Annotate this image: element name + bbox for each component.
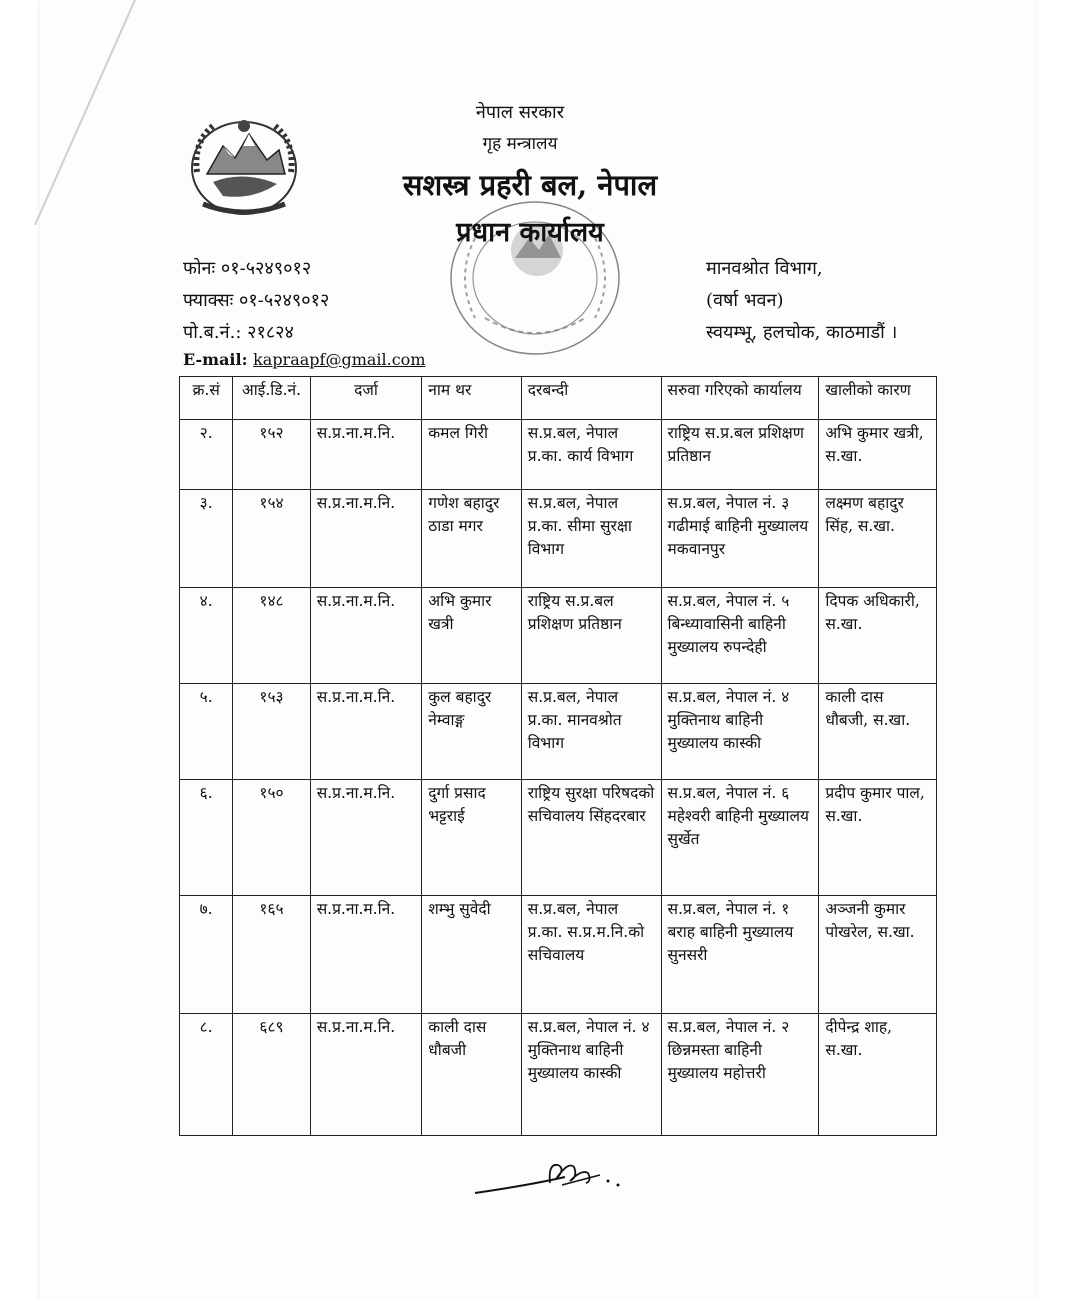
cell-name: कमल गिरी: [422, 420, 522, 490]
table-row: [180, 896, 937, 1014]
cell-name: अभि कुमार खत्री: [422, 588, 522, 684]
contact-pobox: पो.ब.नं.: २१८२४: [183, 322, 294, 343]
table-row: [180, 684, 937, 780]
header-ministry: गृह मन्त्रालय: [482, 134, 558, 154]
cell-transfer: स.प्र.बल, नेपाल नं. ४ मुक्तिनाथ बाहिनी मुख्यालय कास्की: [661, 684, 819, 780]
cell-serial: ४.: [180, 588, 233, 684]
cell-id: १५२: [233, 420, 310, 490]
header-name: नाम थर: [422, 377, 522, 420]
header-rank: दर्जा: [310, 377, 422, 420]
cell-rank: स.प्र.ना.म.नि.: [310, 490, 422, 588]
cell-transfer: राष्ट्रिय स.प्र.बल प्रशिक्षण प्रतिष्ठान: [661, 420, 819, 490]
contact-phone: फोनः ०१-५२४९०१२: [183, 258, 312, 279]
cell-post: राष्ट्रिय स.प्र.बल प्रशिक्षण प्रतिष्ठान: [521, 588, 661, 684]
cell-reason: दिपक अधिकारी, स.खा.: [819, 588, 937, 684]
cell-name: गणेश बहादुर ठाडा मगर: [422, 490, 522, 588]
cell-serial: ७.: [180, 896, 233, 1014]
address-department: मानवश्रोत विभाग,: [706, 258, 823, 279]
cell-transfer: स.प्र.बल, नेपाल नं. ५ बिन्ध्यावासिनी बाहिनी मुख्यालय रुपन्देही: [661, 588, 819, 684]
cell-post: स.प्र.बल, नेपाल प्र.का. सीमा सुरक्षा विभाग: [521, 490, 661, 588]
nepal-emblem-icon: [183, 112, 305, 220]
cell-id: १४८: [233, 588, 310, 684]
cell-rank: स.प्र.ना.म.नि.: [310, 684, 422, 780]
table-header-row: [180, 377, 937, 420]
header-id: आई.डि.नं.: [233, 377, 310, 420]
cell-rank: स.प्र.ना.म.नि.: [310, 588, 422, 684]
email-link[interactable]: kapraapf@gmail.com: [253, 350, 426, 369]
table-row: [180, 1014, 937, 1136]
cell-id: १५३: [233, 684, 310, 780]
contact-email: [183, 350, 425, 369]
cell-id: ६८९: [233, 1014, 310, 1136]
cell-serial: ५.: [180, 684, 233, 780]
cell-transfer: स.प्र.बल, नेपाल नं. १ बराह बाहिनी मुख्यालय सुनसरी: [661, 896, 819, 1014]
cell-id: १६५: [233, 896, 310, 1014]
cell-id: १५४: [233, 490, 310, 588]
cell-rank: स.प्र.ना.म.नि.: [310, 1014, 422, 1136]
cell-serial: ८.: [180, 1014, 233, 1136]
header-vacancy-reason: खालीको कारण: [819, 377, 937, 420]
cell-rank: स.प्र.ना.म.नि.: [310, 780, 422, 896]
header-office: प्रधान कार्यालय: [456, 217, 604, 248]
cell-reason: अभि कुमार खत्री, स.खा.: [819, 420, 937, 490]
table-row: [180, 588, 937, 684]
contact-fax: फ्याक्सः ०१-५२४९०१२: [183, 290, 330, 311]
cell-post: स.प्र.बल, नेपाल प्र.का. कार्य विभाग: [521, 420, 661, 490]
address-building: (वर्षा भवन): [706, 290, 784, 311]
cell-serial: ६.: [180, 780, 233, 896]
cell-post: स.प्र.बल, नेपाल प्र.का. स.प्र.म.नि.को सचिवालय: [521, 896, 661, 1014]
cell-reason: दीपेन्द्र शाह, स.खा.: [819, 1014, 937, 1136]
cell-transfer: स.प्र.बल, नेपाल नं. ३ गढीमाई बाहिनी मुख्यालय मकवानपुर: [661, 490, 819, 588]
address-location: स्वयम्भू, हलचोक, काठमाडौं ।: [706, 322, 898, 343]
cell-rank: स.प्र.ना.म.नि.: [310, 420, 422, 490]
signature-icon: [470, 1155, 640, 1200]
cell-reason: काली दास धौबजी, स.खा.: [819, 684, 937, 780]
header-serial: क्र.सं: [180, 377, 233, 420]
header-government: नेपाल सरकार: [475, 102, 565, 123]
cell-transfer: स.प्र.बल, नेपाल नं. ६ महेश्वरी बाहिनी मुख्यालय सुर्खेत: [661, 780, 819, 896]
cell-transfer: स.प्र.बल, नेपाल नं. २ छिन्नमस्ता बाहिनी मुख्यालय महोत्तरी: [661, 1014, 819, 1136]
cell-name: काली दास धौबजी: [422, 1014, 522, 1136]
header-post: दरबन्दी: [521, 377, 661, 420]
cell-name: शम्भु सुवेदी: [422, 896, 522, 1014]
table-row: [180, 420, 937, 490]
cell-reason: लक्ष्मण बहादुर सिंह, स.खा.: [819, 490, 937, 588]
cell-name: कुल बहादुर नेम्वाङ्ग: [422, 684, 522, 780]
cell-post: राष्ट्रिय सुरक्षा परिषदको सचिवालय सिंहदरबार: [521, 780, 661, 896]
cell-serial: २.: [180, 420, 233, 490]
table-row: [180, 490, 937, 588]
cell-post: स.प्र.बल, नेपाल प्र.का. मानवश्रोत विभाग: [521, 684, 661, 780]
email-label: E-mail:: [183, 350, 248, 369]
cell-rank: स.प्र.ना.म.नि.: [310, 896, 422, 1014]
header-transfer-office: सरुवा गरिएको कार्यालय: [661, 377, 819, 420]
cell-name: दुर्गा प्रसाद भट्टराई: [422, 780, 522, 896]
cell-post: स.प्र.बल, नेपाल नं. ४ मुक्तिनाथ बाहिनी मुख्यालय कास्की: [521, 1014, 661, 1136]
cell-reason: प्रदीप कुमार पाल, स.खा.: [819, 780, 937, 896]
cell-id: १५०: [233, 780, 310, 896]
transfer-table: [179, 376, 937, 1136]
table-row: [180, 780, 937, 896]
cell-reason: अञ्जनी कुमार पोखरेल, स.खा.: [819, 896, 937, 1014]
cell-serial: ३.: [180, 490, 233, 588]
header-organization: सशस्त्र प्रहरी बल, नेपाल: [402, 168, 658, 202]
